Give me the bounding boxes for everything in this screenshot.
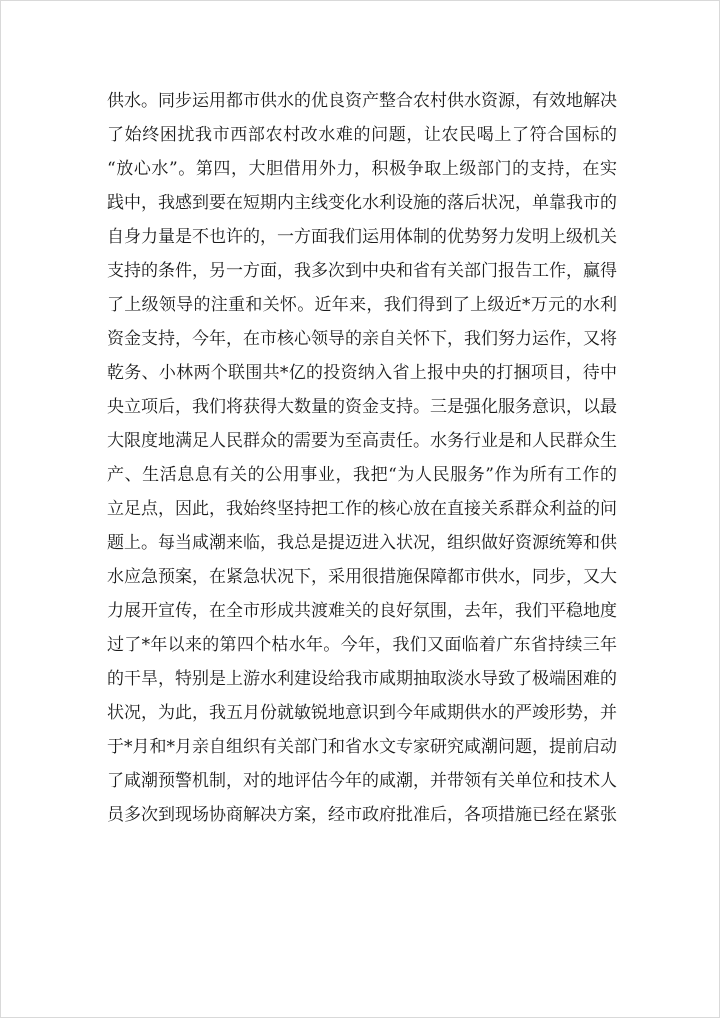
text-line: 员多次到现场协商解决方案，经市政府批准后，各项措施已经在紧张 bbox=[107, 805, 617, 825]
text-line: 供水。同步运用都市供水的优良资产整合农村供水资源，有效地解决 bbox=[107, 91, 617, 111]
text-line: 过了*年以来的第四个枯水年。今年，我们又面临着广东省持续三年 bbox=[107, 635, 617, 655]
text-line: 自身力量是不也许的，一方面我们运用体制的优势努力发明上级机关 bbox=[107, 227, 617, 247]
text-line: 资金支持，今年，在市核心领导的亲自关怀下，我们努力运作，又将 bbox=[107, 329, 617, 349]
document-body bbox=[107, 84, 617, 832]
text-line: 了咸潮预警机制，对的地评估今年的咸潮，并带领有关单位和技术人 bbox=[107, 771, 617, 791]
text-line: “放心水”。第四，大胆借用外力，积极争取上级部门的支持，在实 bbox=[107, 159, 617, 179]
text-line: 了始终困扰我市西部农村改水难的问题，让农民喝上了符合国标的 bbox=[107, 125, 617, 145]
text-line: 立足点，因此，我始终坚持把工作的核心放在直接关系群众利益的问 bbox=[107, 499, 617, 519]
text-line: 产、生活息息有关的公用事业，我把“为人民服务”作为所有工作的 bbox=[107, 465, 617, 485]
text-line: 状况，为此，我五月份就敏锐地意识到今年咸期供水的严竣形势，并 bbox=[107, 703, 617, 723]
text-line: 题上。每当咸潮来临，我总是提迈进入状况，组织做好资源统筹和供 bbox=[107, 533, 617, 553]
text-line: 力展开宣传，在全市形成共渡难关的良好氛围，去年，我们平稳地度 bbox=[107, 601, 617, 621]
text-line: 水应急预案，在紧急状况下，采用很措施保障都市供水，同步，又大 bbox=[107, 567, 617, 587]
text-line: 践中，我感到要在短期内主线变化水利设施的落后状况，单靠我市的 bbox=[107, 193, 617, 213]
text-line: 大限度地满足人民群众的需要为至高责任。水务行业是和人民群众生 bbox=[107, 431, 617, 451]
text-line: 的干旱，特别是上游水利建设给我市咸期抽取淡水导致了极端困难的 bbox=[107, 669, 617, 689]
text-line: 乾务、小林两个联围共*亿的投资纳入省上报中央的打捆项目，待中 bbox=[107, 363, 617, 383]
text-line: 了上级领导的注重和关怀。近年来，我们得到了上级近*万元的水利 bbox=[107, 295, 617, 315]
text-line: 央立项后，我们将获得大数量的资金支持。三是强化服务意识，以最 bbox=[107, 397, 617, 417]
text-line: 支持的条件，另一方面，我多次到中央和省有关部门报告工作，赢得 bbox=[107, 261, 617, 281]
text-line: 于*月和*月亲自组织有关部门和省水文专家研究咸潮问题，提前启动 bbox=[107, 737, 617, 757]
